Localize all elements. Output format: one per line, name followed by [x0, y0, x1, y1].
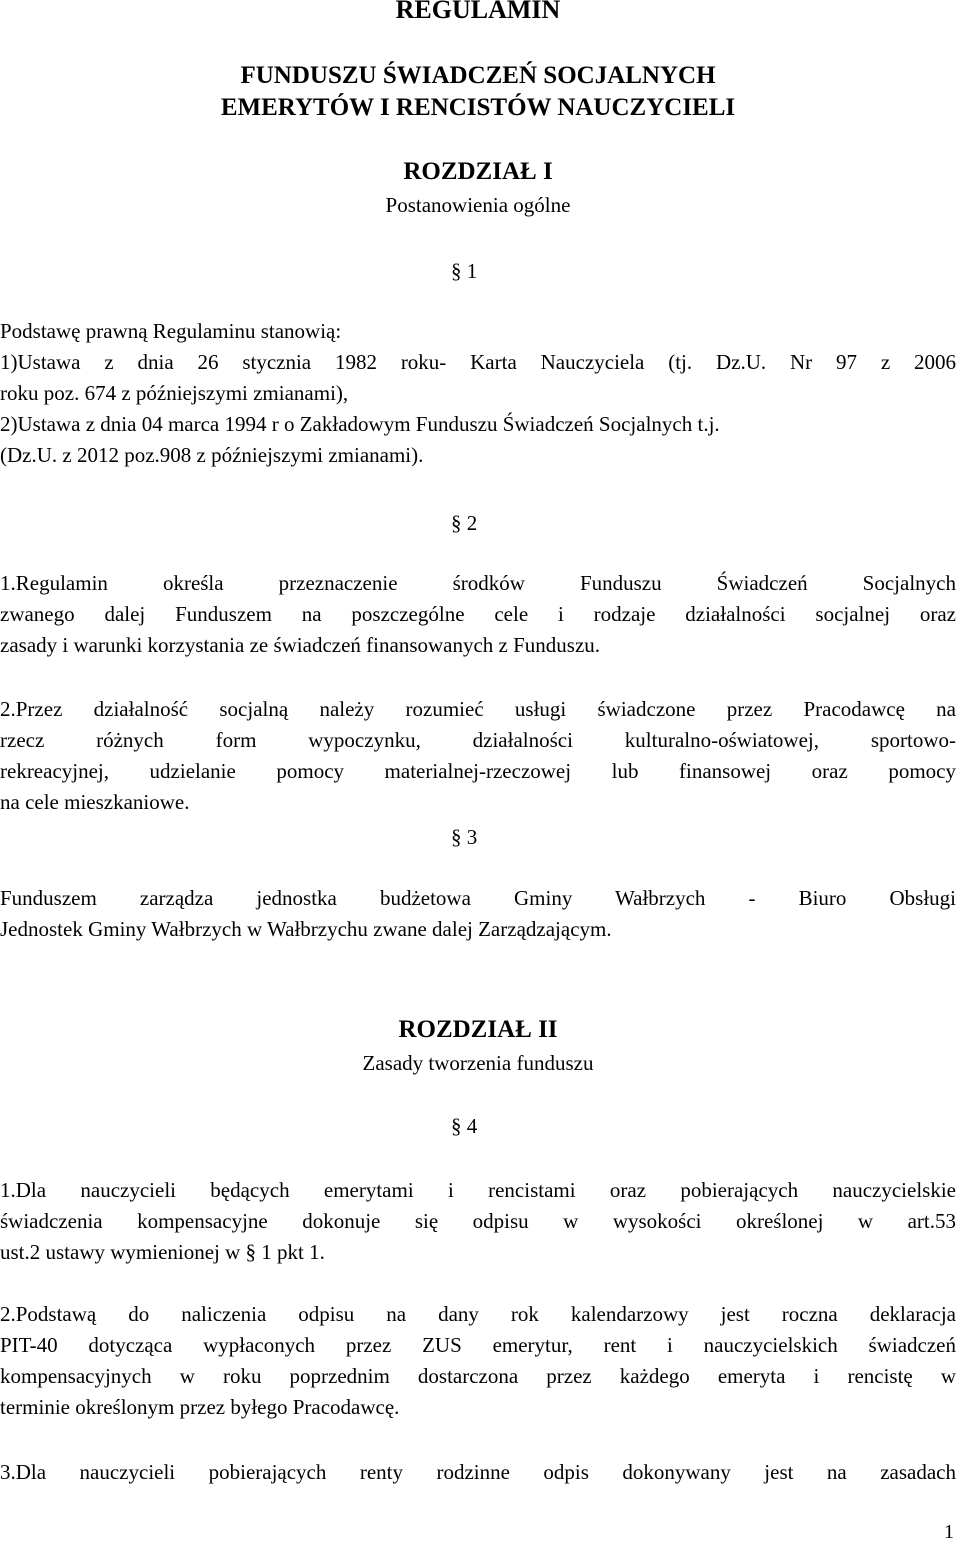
page-number: 1: [944, 1521, 954, 1543]
document-title: REGULAMIN: [395, 0, 561, 24]
section-1-mark: § 1: [451, 259, 478, 283]
section-2-paragraph-2-line: rzecz różnych form wypoczynku, działalności kulturalno-oświatowej, sportowo-: [0, 728, 956, 752]
section-3-line: Funduszem zarządza jednostka budżetowa Gminy Wałbrzych - Biuro Obsługi: [0, 886, 956, 910]
section-1-line: (Dz.U. z 2012 poz.908 z późniejszymi zmianami).: [0, 443, 424, 467]
section-2-paragraph-2-line: rekreacyjnej, udzielanie pomocy materialnej-rzeczowej lub finansowej oraz pomocy: [0, 759, 956, 783]
section-1-line: 1)Ustawa z dnia 26 stycznia 1982 roku- Karta Nauczyciela (tj. Dz.U. Nr 97 z 2006: [0, 350, 956, 374]
section-4-paragraph-1-line: świadczenia kompensacyjne dokonuje się odpisu w wysokości określonej w art.53: [0, 1209, 956, 1233]
section-4-paragraph-3-line: 3.Dla nauczycieli pobierających renty rodzinne odpis dokonywany jest na zasadach: [0, 1460, 956, 1484]
section-1-line: roku poz. 674 z późniejszymi zmianami),: [0, 381, 349, 405]
chapter-1-name: Postanowienia ogólne: [385, 193, 571, 217]
section-3-line: Jednostek Gminy Wałbrzych w Wałbrzychu zwane dalej Zarządzającym.: [0, 917, 612, 941]
section-1-line: Podstawę prawną Regulaminu stanowią:: [0, 319, 342, 343]
section-4-paragraph-1-line: ust.2 ustawy wymienionej w § 1 pkt 1.: [0, 1240, 325, 1264]
section-2-paragraph-1-line: zwanego dalej Funduszem na poszczególne cele i rodzaje działalności socjalnej oraz: [0, 602, 956, 626]
document-subtitle-line-1: FUNDUSZU ŚWIADCZEŃ SOCJALNYCH: [240, 62, 716, 89]
document-subtitle-line-2: EMERYTÓW I RENCISTÓW NAUCZYCIELI: [220, 94, 736, 121]
chapter-2-heading: ROZDZIAŁ II: [398, 1016, 558, 1043]
section-4-paragraph-2-line: PIT-40 dotycząca wypłaconych przez ZUS emerytur, rent i nauczycielskich świadczeń: [0, 1333, 956, 1357]
section-4-paragraph-2-line: 2.Podstawą do naliczenia odpisu na dany rok kalendarzowy jest roczna deklaracja: [0, 1302, 956, 1326]
section-4-paragraph-1-line: 1.Dla nauczycieli będących emerytami i rencistami oraz pobierających nauczycielskie: [0, 1178, 956, 1202]
section-3-mark: § 3: [451, 825, 478, 849]
chapter-1-heading: ROZDZIAŁ I: [403, 158, 553, 185]
section-1-line: 2)Ustawa z dnia 04 marca 1994 r o Zakładowym Funduszu Świadczeń Socjalnych t.j.: [0, 412, 720, 436]
section-2-paragraph-2-line: na cele mieszkaniowe.: [0, 790, 190, 814]
section-4-mark: § 4: [451, 1114, 478, 1138]
chapter-2-name: Zasady tworzenia funduszu: [362, 1051, 594, 1075]
section-2-paragraph-1-line: zasady i warunki korzystania ze świadczeń finansowanych z Funduszu.: [0, 633, 601, 657]
section-4-paragraph-2-line: kompensacyjnych w roku poprzednim dostarczona przez każdego emeryta i rencistę w: [0, 1364, 956, 1388]
section-2-paragraph-2-line: 2.Przez działalność socjalną należy rozumieć usługi świadczone przez Pracodawcę na: [0, 697, 956, 721]
section-2-paragraph-1-line: 1.Regulamin określa przeznaczenie środków Funduszu Świadczeń Socjalnych: [0, 571, 956, 595]
section-2-mark: § 2: [451, 511, 478, 535]
section-4-paragraph-2-line: terminie określonym przez byłego Pracodawcę.: [0, 1395, 400, 1419]
